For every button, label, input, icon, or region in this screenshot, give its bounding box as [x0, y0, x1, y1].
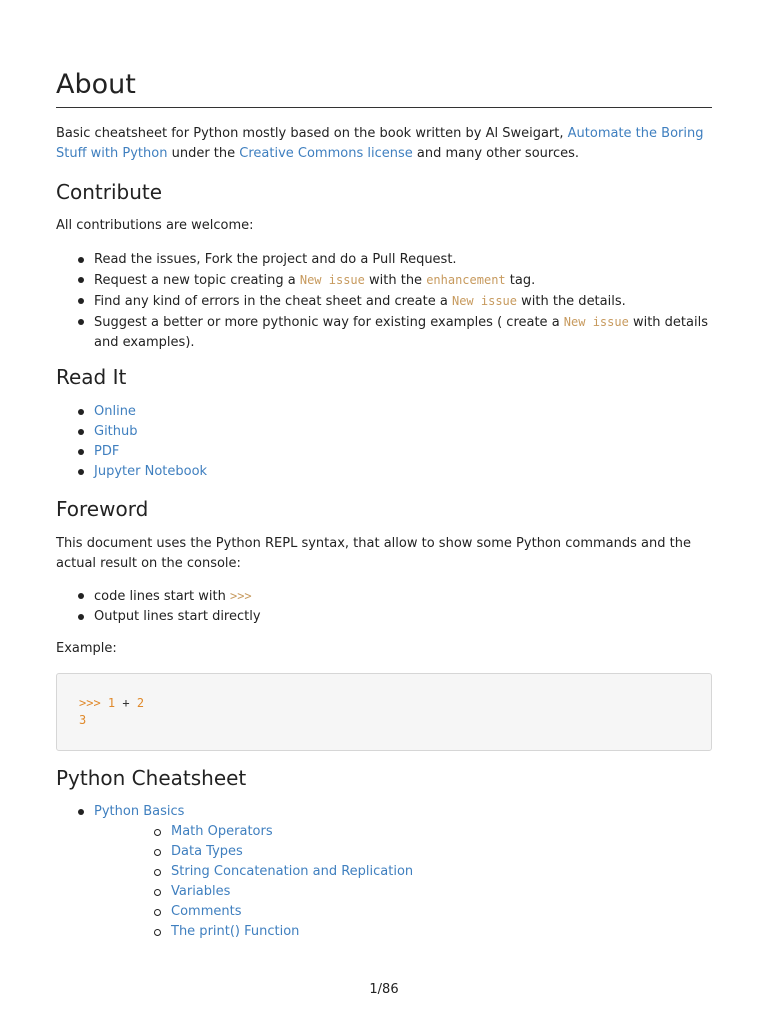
github-link[interactable]: Github: [94, 424, 138, 439]
list-item: [56, 270, 712, 291]
example-label: Example:: [56, 641, 117, 656]
code-prompt: >>>: [79, 696, 108, 710]
toc-link-math-operators[interactable]: Math Operators: [171, 824, 273, 839]
list-item-text: with the details.: [517, 294, 626, 309]
automate-boring-stuff-link[interactable]: Automate the Boring Stuff with Python: [56, 126, 704, 161]
code-block: [56, 673, 712, 751]
list-item-text: with the: [364, 273, 427, 288]
toc-link-string-concatenation[interactable]: String Concatenation and Replication: [171, 864, 414, 879]
toc-subitem: [133, 922, 712, 942]
foreword-list: [56, 586, 712, 627]
toc-link-python-basics[interactable]: Python Basics: [94, 804, 185, 819]
python-cheatsheet-heading: Python Cheatsheet: [56, 766, 247, 790]
inline-code: >>>: [229, 589, 252, 603]
toc-subitem: [133, 902, 712, 922]
list-item-text: with details and examples).: [94, 315, 708, 350]
contribute-list: [56, 250, 712, 353]
code-content: [79, 695, 144, 729]
cheatsheet-toc: [56, 802, 712, 942]
toc-link-variables[interactable]: Variables: [171, 884, 231, 899]
toc-subitem: [133, 822, 712, 842]
code-number: 1: [107, 696, 116, 710]
list-item: [56, 462, 712, 482]
inline-code: New issue: [563, 315, 629, 329]
list-item-text: Output lines start directly: [94, 609, 261, 624]
inline-code: enhancement: [426, 273, 506, 287]
contribute-intro: All contributions are welcome:: [56, 218, 254, 233]
inline-code: New issue: [299, 273, 365, 287]
toc-subitem: [133, 862, 712, 882]
list-item: [56, 442, 712, 462]
about-intro: [56, 124, 712, 164]
list-item-text: Find any kind of errors in the cheat sheet and create a: [94, 294, 452, 309]
creative-commons-link[interactable]: Creative Commons license: [239, 146, 413, 161]
toc-sublist: [94, 822, 712, 942]
list-item: [56, 312, 712, 353]
list-item-text: Read the issues, Fork the project and do a Pull Request.: [94, 252, 457, 267]
toc-link-comments[interactable]: Comments: [171, 904, 242, 919]
list-item: [56, 250, 712, 270]
inline-code: New issue: [451, 294, 517, 308]
about-intro-text-mid: under the: [167, 146, 240, 161]
list-item-text: tag.: [505, 273, 536, 288]
toc-link-data-types[interactable]: Data Types: [171, 844, 243, 859]
foreword-intro: This document uses the Python REPL syntax, that allow to show some Python commands and the actual result on the console:: [56, 536, 691, 571]
about-heading: About: [56, 68, 712, 108]
about-intro-text: Basic cheatsheet for Python mostly based on the book written by Al Sweigart,: [56, 126, 568, 141]
list-item: [56, 291, 712, 312]
contribute-heading: Contribute: [56, 180, 163, 204]
code-number: 2: [136, 696, 145, 710]
about-intro-text-end: and many other sources.: [412, 146, 579, 161]
list-item-text: Suggest a better or more pythonic way for existing examples ( create a: [94, 315, 564, 330]
read-it-list: [56, 402, 712, 482]
list-item: [56, 607, 712, 627]
toc-item: [56, 802, 712, 942]
toc-subitem: [133, 882, 712, 902]
list-item-text: code lines start with: [94, 589, 230, 604]
code-result: 3: [79, 713, 87, 727]
read-it-heading: Read It: [56, 365, 127, 389]
list-item: [56, 402, 712, 422]
page-number: 1/86: [369, 982, 399, 997]
toc-subitem: [133, 842, 712, 862]
foreword-heading: Foreword: [56, 497, 149, 521]
list-item: [56, 586, 712, 607]
toc-link-print-function[interactable]: The print() Function: [171, 924, 300, 939]
online-link[interactable]: Online: [94, 404, 136, 419]
jupyter-notebook-link[interactable]: Jupyter Notebook: [94, 464, 208, 479]
list-item-text: Request a new topic creating a: [94, 273, 300, 288]
code-operator: +: [115, 696, 137, 710]
pdf-link[interactable]: PDF: [94, 444, 120, 459]
list-item: [56, 422, 712, 442]
